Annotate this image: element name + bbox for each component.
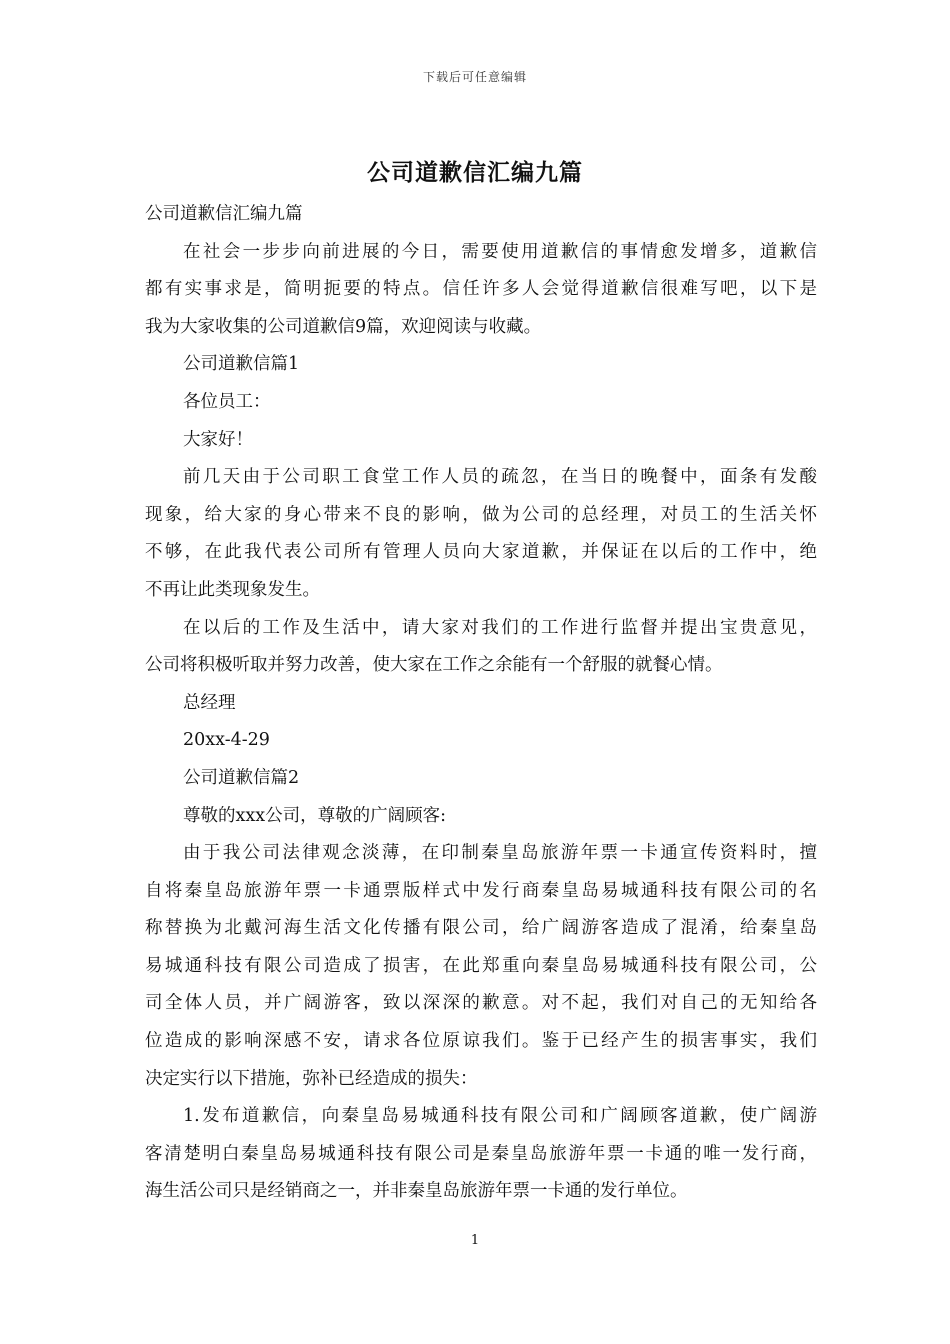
text-line: 不够，在此我代表公司所有管理人员向大家道歉，并保证在以后的工作中，绝 [145, 542, 817, 563]
document-title: 公司道歉信汇编九篇 [367, 159, 583, 186]
text-line: 总经理 [183, 692, 236, 713]
text-line: 都有实事求是，简明扼要的特点。信任许多人会觉得道歉信很难写吧，以下是 [145, 279, 817, 300]
text-line: 各位员工： [183, 391, 271, 412]
text-line: 决定实行以下措施，弥补已经造成的损失： [145, 1068, 478, 1089]
text-line: 前几天由于公司职工食堂工作人员的疏忽，在当日的晚餐中，面条有发酸 [183, 467, 817, 488]
text-line: 公司道歉信汇编九篇 [145, 204, 303, 224]
text-line: 称替换为北戴河海生活文化传播有限公司，给广阔游客造成了混淆，给秦皇岛 [145, 918, 817, 939]
text-line: 不再让此类现象发生。 [145, 579, 320, 600]
text-line: 公司将积极听取并努力改善，使大家在工作之余能有一个舒服的就餐心情。 [145, 655, 723, 676]
text-line: 现象，给大家的身心带来不良的影响，做为公司的总经理，对员工的生活关怀 [145, 504, 817, 525]
text-line: 海生活公司只是经销商之一，并非秦皇岛旅游年票一卡通的发行单位。 [145, 1181, 688, 1202]
text-line: 1.发布道歉信，向秦皇岛易城通科技有限公司和广阔顾客道歉，使广阔游 [183, 1106, 817, 1127]
text-line: 易城通科技有限公司造成了损害，在此郑重向秦皇岛易城通科技有限公司，公 [145, 955, 817, 976]
page-number: 1 [470, 1233, 480, 1248]
text-line: 司全体人员，并广阔游客，致以深深的歉意。对不起，我们对自己的无知给各 [145, 993, 817, 1014]
text-line: 由于我公司法律观念淡薄，在印制秦皇岛旅游年票一卡通宣传资料时，擅 [183, 843, 817, 864]
text-line: 我为大家收集的公司道歉信9篇，欢迎阅读与收藏。 [145, 316, 542, 337]
text-line: 自将秦皇岛旅游年票一卡通票版样式中发行商秦皇岛易城通科技有限公司的名 [145, 880, 817, 901]
text-line: 在以后的工作及生活中，请大家对我们的工作进行监督并提出宝贵意见， [183, 617, 817, 638]
document-body [145, 196, 817, 1211]
text-line: 公司道歉信篇2 [183, 767, 300, 788]
text-line: 位造成的影响深感不安，请求各位原谅我们。鉴于已经产生的损害事实，我们 [145, 1031, 817, 1052]
text-line: 20xx-4-29 [183, 730, 270, 751]
text-line: 公司道歉信篇1 [183, 354, 300, 375]
page-header: 下载后可任意编辑 [422, 70, 527, 84]
text-line: 尊敬的xxx公司，尊敬的广阔顾客: [183, 805, 447, 826]
text-line: 在社会一步步向前进展的今日，需要使用道歉信的事情愈发增多，道歉信 [183, 241, 817, 262]
text-line: 大家好！ [183, 429, 253, 450]
text-line: 客清楚明白秦皇岛易城通科技有限公司是秦皇岛旅游年票一卡通的唯一发行商， [145, 1143, 817, 1164]
